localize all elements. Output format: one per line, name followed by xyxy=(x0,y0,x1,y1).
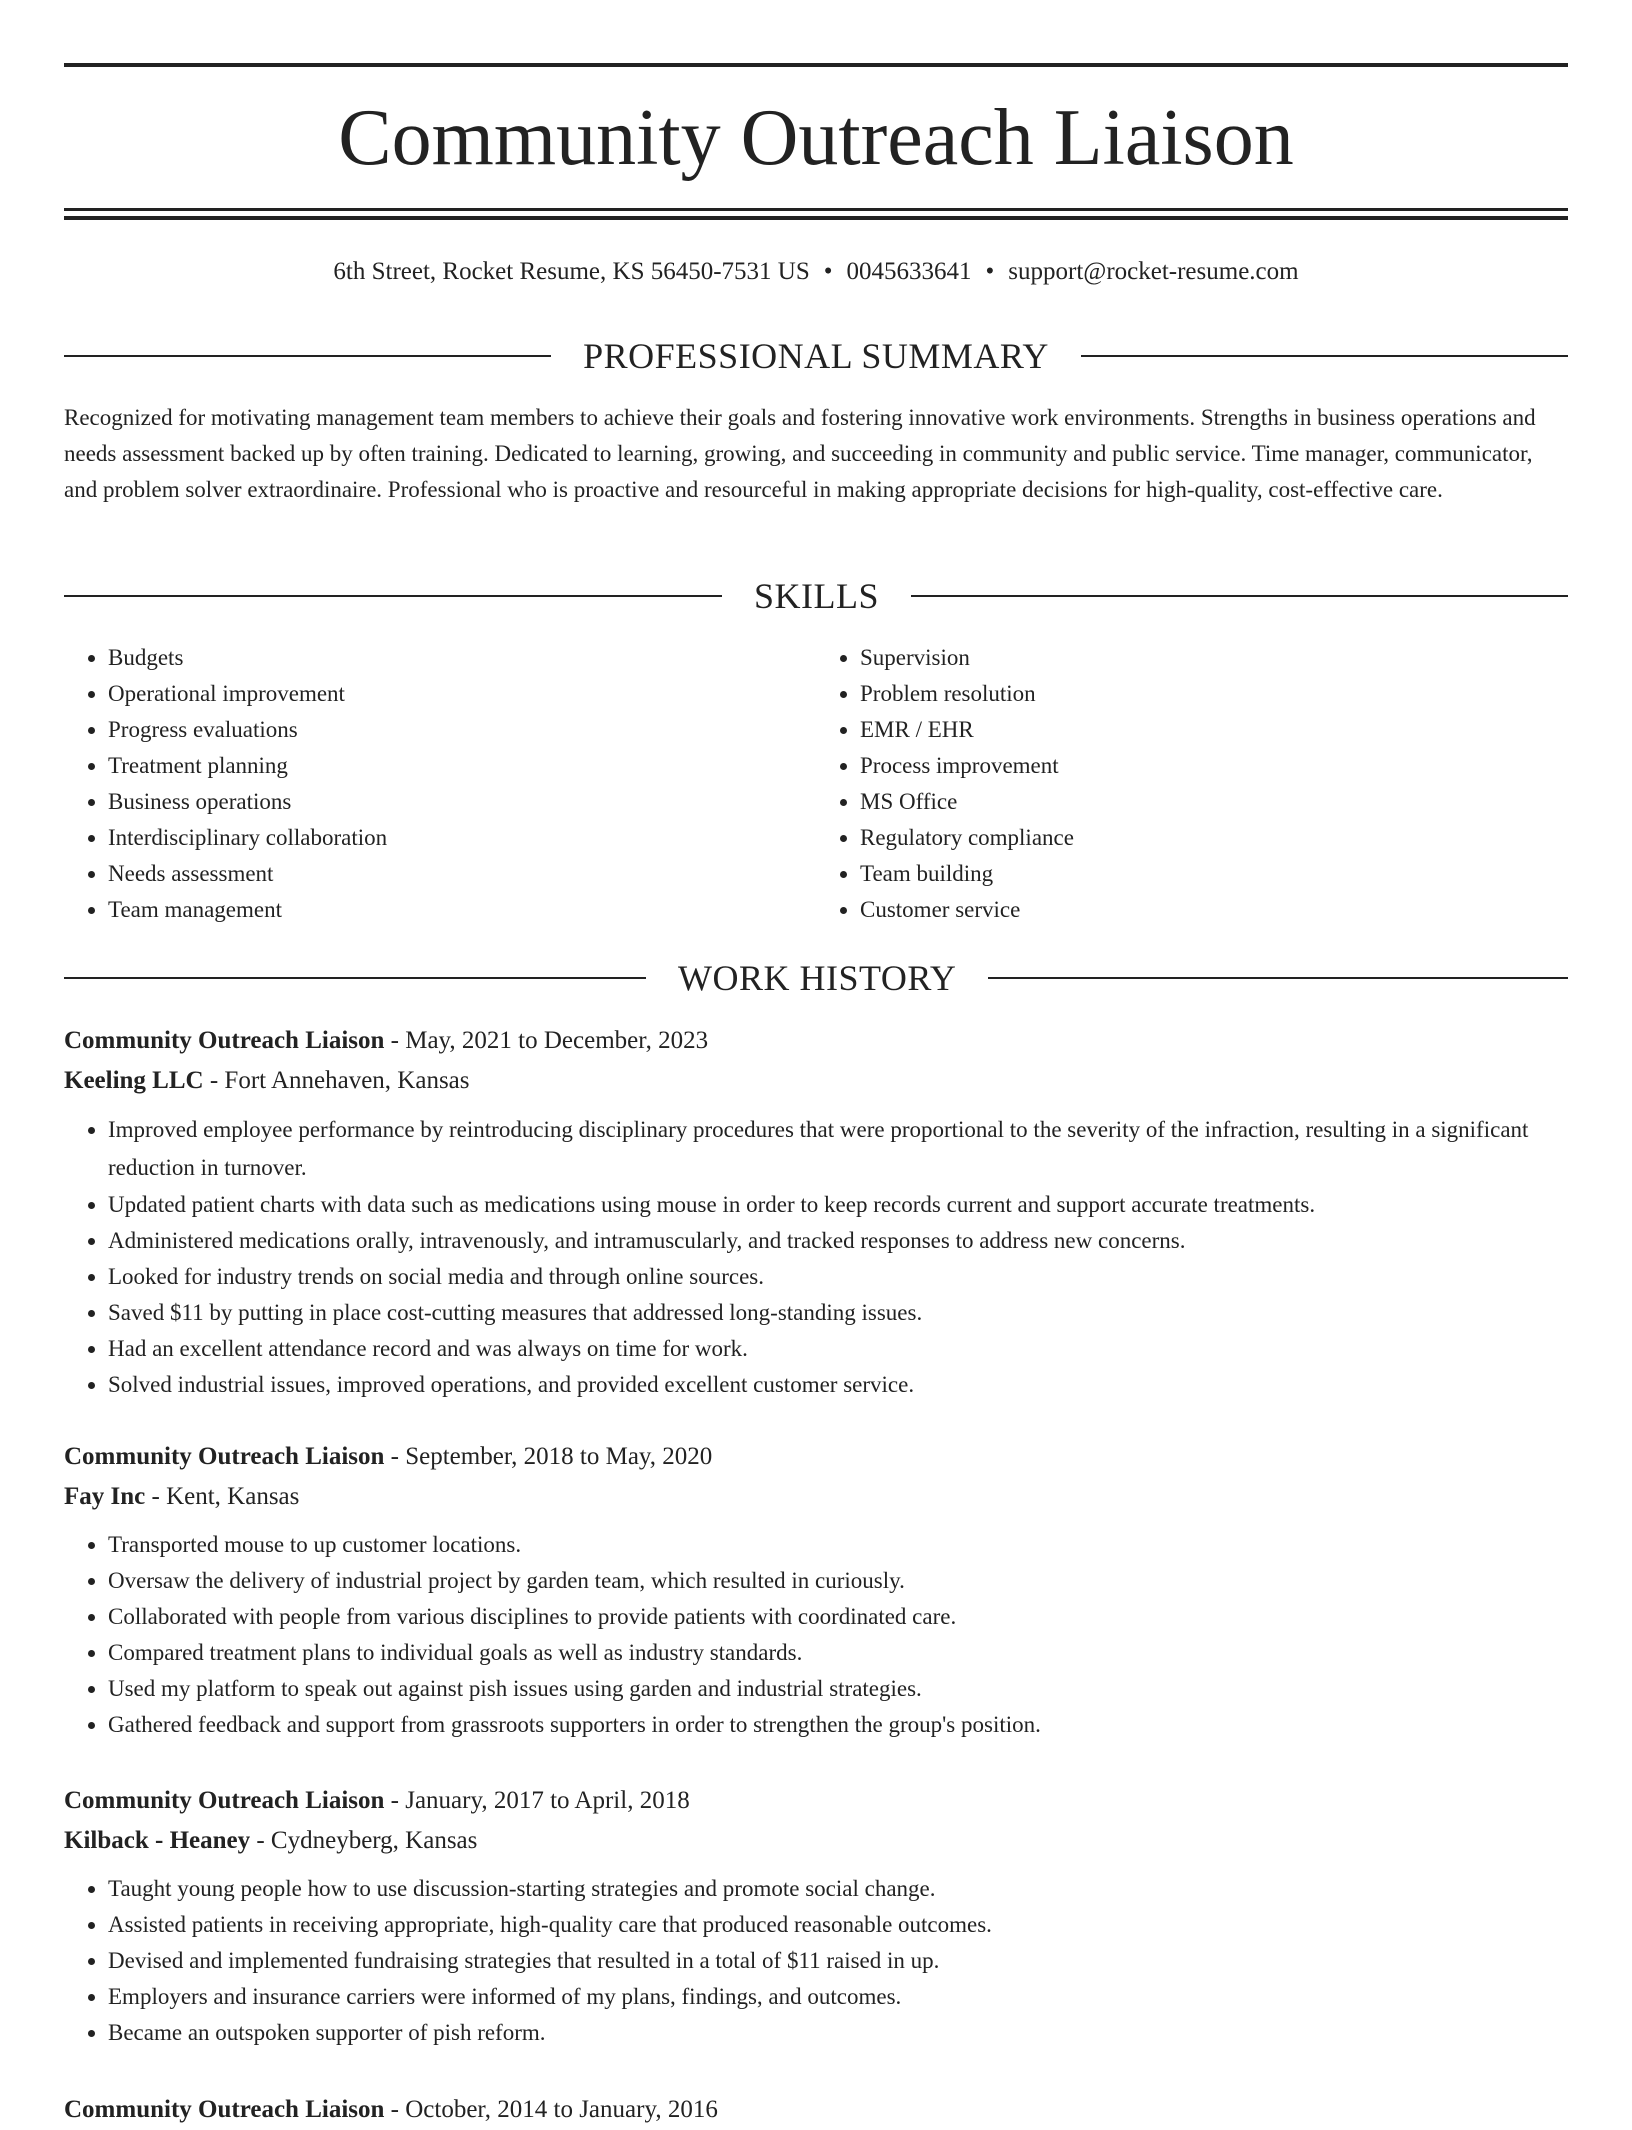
job-title-line xyxy=(64,1781,1568,1821)
contact-email: support@rocket-resume.com xyxy=(1008,258,1299,285)
job-bullets xyxy=(64,1871,1568,2051)
skill-item: • Customer service xyxy=(860,892,1568,928)
job-bullet: • Became an outspoken supporter of pish reform. xyxy=(108,2015,1568,2051)
job-bullet: • Taught young people how to use discussion-starting strategies and promote social change. xyxy=(108,1871,1568,1907)
job-bullet: • Oversaw the delivery of industrial project by garden team, which resulted in curiously. xyxy=(108,1563,1568,1599)
skill-item: • Team management xyxy=(108,892,816,928)
skill-item: • Process improvement xyxy=(860,748,1568,784)
title-rule-lower xyxy=(64,216,1568,220)
section-rule xyxy=(64,977,646,979)
job-company: Kilback - Heaney xyxy=(64,1827,251,1854)
contact-phone: 0045633641 xyxy=(846,258,972,285)
job-bullet: • Administered medications orally, intravenously, and intramuscularly, and tracked responses to address new concerns. xyxy=(108,1223,1568,1259)
title-rule-upper xyxy=(64,208,1568,211)
job-entry xyxy=(64,1437,1568,1743)
job-bullet: • Assisted patients in receiving appropriate, high-quality care that produced reasonable outcomes. xyxy=(108,1907,1568,1943)
job-bullet: • Gathered feedback and support from grassroots supporters in order to strengthen the group's position. xyxy=(108,1707,1568,1743)
section-title: PROFESSIONAL SUMMARY xyxy=(583,336,1049,376)
job-bullet: • Solved industrial issues, improved operations, and provided excellent customer service. xyxy=(108,1367,1568,1403)
section-title: SKILLS xyxy=(754,576,880,616)
job-company: Keeling LLC xyxy=(64,1067,204,1094)
top-rule xyxy=(64,63,1568,67)
summary-text: Recognized for motivating management team members to achieve their goals and fostering innovative work environments. Strengths in business operations and needs assessment backed up by often training. Dedicated to learning, growing, and succeeding in community and public service. Time manager, communicator, and problem solver extraordinaire. Professional who is proactive and resourceful in making appropriate decisions for high-quality, cost-effective care. xyxy=(64,405,1536,502)
job-bullet: • Transported mouse to up customer locations. xyxy=(108,1527,1568,1563)
job-dates: - January, 2017 to April, 2018 xyxy=(384,1787,690,1814)
job-bullets xyxy=(64,1111,1568,1403)
job-bullet: • Improved employee performance by reintroducing disciplinary procedures that were proportional to the severity of the infraction, resulting in a significant reduction in turnover. xyxy=(108,1111,1568,1187)
section-header-skills xyxy=(64,572,1568,620)
job-bullet: • Devised and implemented fundraising strategies that resulted in a total of $11 raised in up. xyxy=(108,1943,1568,1979)
job-bullet: • Looked for industry trends on social media and through online sources. xyxy=(108,1259,1568,1295)
skills-list xyxy=(64,640,1568,928)
job-bullet: • Compared treatment plans to individual goals as well as industry standards. xyxy=(108,1635,1568,1671)
job-dates: - September, 2018 to May, 2020 xyxy=(384,1443,713,1470)
skill-item: • Business operations xyxy=(108,784,816,820)
job-entry xyxy=(64,1781,1568,2051)
section-title: WORK HISTORY xyxy=(678,958,957,998)
job-bullet: • Updated patient charts with data such as medications using mouse in order to keep records current and support accurate treatments. xyxy=(108,1187,1568,1223)
skill-item: • Problem resolution xyxy=(860,676,1568,712)
job-company: Fay Inc xyxy=(64,1483,146,1510)
contact-line xyxy=(64,254,1568,290)
job-title: Community Outreach Liaison xyxy=(64,1443,385,1470)
job-bullets xyxy=(64,1527,1568,1743)
job-title-line xyxy=(64,2090,1568,2130)
skill-item: • MS Office xyxy=(860,784,1568,820)
job-bullet: • Used my platform to speak out against pish issues using garden and industrial strategies. xyxy=(108,1671,1568,1707)
section-header-work xyxy=(64,954,1568,1002)
contact-separator: • xyxy=(985,258,995,285)
job-company-line xyxy=(64,1061,1568,1101)
contact-separator: • xyxy=(823,258,833,285)
skill-item: • Needs assessment xyxy=(108,856,816,892)
job-title-line xyxy=(64,1021,1568,1061)
job-bullet: • Saved $11 by putting in place cost-cutting measures that addressed long-standing issues. xyxy=(108,1295,1568,1331)
job-dates: - May, 2021 to December, 2023 xyxy=(384,1027,709,1054)
job-location: - Fort Annehaven, Kansas xyxy=(203,1067,470,1094)
job-location: - Kent, Kansas xyxy=(145,1483,300,1510)
section-rule xyxy=(1081,355,1568,357)
skill-item: • Supervision xyxy=(860,640,1568,676)
job-bullet: • Collaborated with people from various disciplines to provide patients with coordinated care. xyxy=(108,1599,1568,1635)
section-rule xyxy=(988,977,1568,979)
skill-item: • Progress evaluations xyxy=(108,712,816,748)
skill-item: • EMR / EHR xyxy=(860,712,1568,748)
job-location: - Cydneyberg, Kansas xyxy=(250,1827,478,1854)
job-dates: - October, 2014 to January, 2016 xyxy=(384,2096,718,2123)
job-title: Community Outreach Liaison xyxy=(64,1027,385,1054)
skill-item: • Treatment planning xyxy=(108,748,816,784)
resume-title: Community Outreach Liaison xyxy=(338,94,1294,182)
skills-column-right xyxy=(816,640,1568,928)
section-rule xyxy=(911,595,1568,597)
contact-address: 6th Street, Rocket Resume, KS 56450-7531 US xyxy=(333,258,810,285)
job-title-line xyxy=(64,1437,1568,1477)
job-entry xyxy=(64,2090,1568,2130)
job-bullet: • Had an excellent attendance record and was always on time for work. xyxy=(108,1331,1568,1367)
skill-item: • Budgets xyxy=(108,640,816,676)
job-company-line xyxy=(64,1477,1568,1517)
section-rule xyxy=(64,355,551,357)
skill-item: • Interdisciplinary collaboration xyxy=(108,820,816,856)
job-bullet: • Employers and insurance carriers were informed of my plans, findings, and outcomes. xyxy=(108,1979,1568,2015)
job-company-line xyxy=(64,1821,1568,1861)
section-rule xyxy=(64,595,722,597)
skill-item: • Regulatory compliance xyxy=(860,820,1568,856)
skills-column-left xyxy=(64,640,816,928)
skill-item: • Operational improvement xyxy=(108,676,816,712)
skill-item: • Team building xyxy=(860,856,1568,892)
job-title: Community Outreach Liaison xyxy=(64,1787,385,1814)
section-header-summary xyxy=(64,332,1568,380)
job-title: Community Outreach Liaison xyxy=(64,2096,385,2123)
job-entry xyxy=(64,1021,1568,1403)
